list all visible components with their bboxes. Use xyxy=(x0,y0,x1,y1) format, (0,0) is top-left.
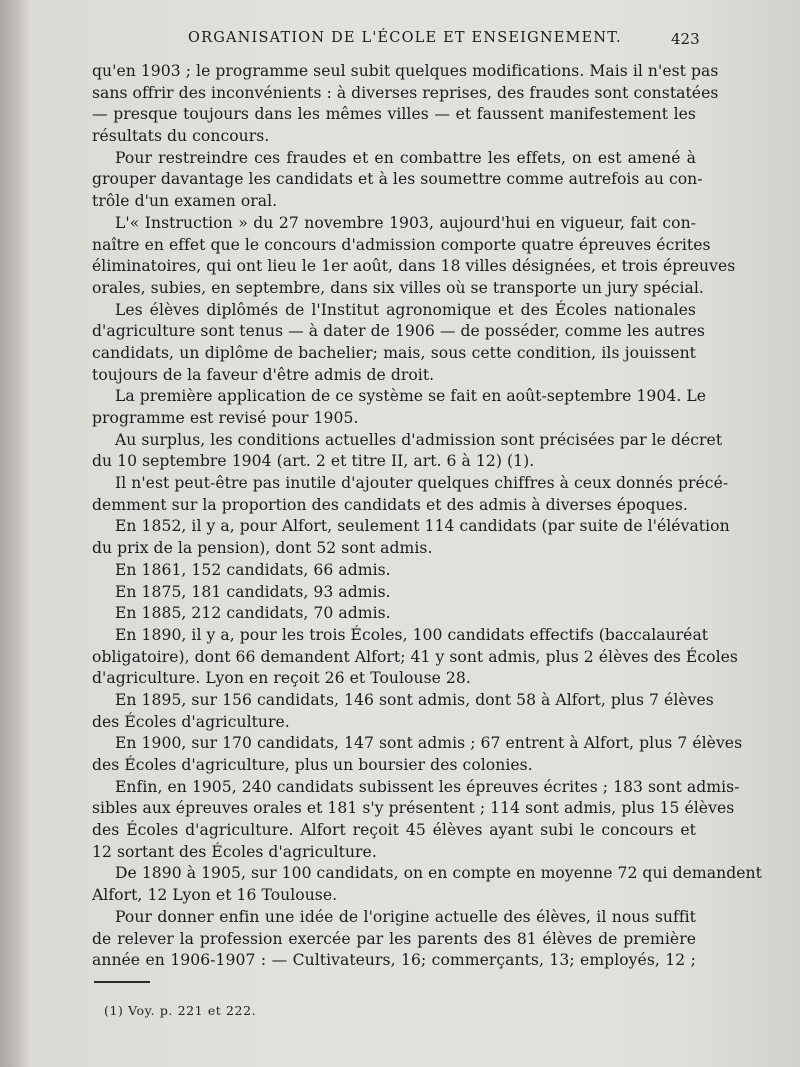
running-title: ORGANISATION DE L'ÉCOLE ET ENSEIGNEMENT. xyxy=(188,30,622,46)
text-line: — presque toujours dans les mêmes villes — et faussent manifestement les xyxy=(92,105,696,124)
text-line: Enfin, en 1905, 240 candidats subissent les épreuves écrites ; 183 sont admis- xyxy=(115,777,740,796)
text-line: Au surplus, les conditions actuelles d'admission sont précisées par le décret xyxy=(115,430,723,449)
footnote-separator xyxy=(94,981,150,983)
text-line: d'agriculture. Lyon en reçoit 26 et Toulouse 28. xyxy=(92,669,471,688)
text-line: Pour donner enfin une idée de l'origine actuelle des élèves, il nous suffit xyxy=(115,907,696,926)
text-line: qu'en 1903 ; le programme seul subit quelques modifications. Mais il n'est pas xyxy=(92,62,719,80)
text-line: année en 1906-1907 : — Cultivateurs, 16; commerçants, 13; employés, 12 ; xyxy=(92,951,696,970)
footnote: (1) Voy. p. 221 et 222. xyxy=(104,1003,257,1018)
text-line: La première application de ce système se fait en août-septembre 1904. Le xyxy=(115,387,707,406)
text-line: sibles aux épreuves orales et 181 s'y présentent ; 114 sont admis, plus 15 élèves xyxy=(92,799,735,818)
text-line: Les élèves diplômés de l'Institut agronomique et des Écoles nationales xyxy=(115,300,696,319)
text-line: des Écoles d'agriculture. Alfort reçoit 45 élèves ayant subi le concours et xyxy=(92,821,696,840)
text-line: orales, subies, en septembre, dans six villes où se transporte un jury spécial. xyxy=(92,278,704,297)
text-line: de relever la profession exercée par les parents des 81 élèves de première xyxy=(92,929,696,948)
text-line: des Écoles d'agriculture, plus un boursier des colonies. xyxy=(92,756,533,774)
text-line: sans offrir des inconvénients : à diverses reprises, des fraudes sont constatées xyxy=(92,83,719,102)
text-line: En 1900, sur 170 candidats, 147 sont admis ; 67 entrent à Alfort, plus 7 élèves xyxy=(115,734,743,753)
text-line: programme est revisé pour 1905. xyxy=(92,409,359,427)
text-line: En 1861, 152 candidats, 66 admis. xyxy=(115,560,391,579)
text-line: résultats du concours. xyxy=(92,127,270,146)
text-line: des Écoles d'agriculture. xyxy=(92,712,290,731)
text-line: candidats, un diplôme de bachelier; mais, sous cette condition, ils jouissent xyxy=(92,343,696,362)
text-line: En 1895, sur 156 candidats, 146 sont admis, dont 58 à Alfort, plus 7 élèves xyxy=(115,690,714,709)
text-line: De 1890 à 1905, sur 100 candidats, on en compte en moyenne 72 qui demandent xyxy=(115,864,762,883)
text-line: Pour restreindre ces fraudes et en combattre les effets, on est amené à xyxy=(115,148,696,167)
text-line: L'« Instruction » du 27 novembre 1903, aujourd'hui en vigueur, fait con- xyxy=(115,213,696,232)
binding-shadow xyxy=(0,0,30,1067)
text-line: 12 sortant des Écoles d'agriculture. xyxy=(92,842,377,861)
text-line: trôle d'un examen oral. xyxy=(92,192,278,211)
body-text xyxy=(92,61,762,972)
text-line: En 1875, 181 candidats, 93 admis. xyxy=(115,582,391,601)
text-line: grouper davantage les candidats et à les soumettre comme autrefois au con- xyxy=(92,170,703,189)
text-line: obligatoire), dont 66 demandent Alfort; 41 y sont admis, plus 2 élèves des Écoles xyxy=(92,647,738,666)
text-line: Il n'est peut-être pas inutile d'ajouter quelques chiffres à ceux donnés précé- xyxy=(115,474,729,493)
text-line: du prix de la pension), dont 52 sont admis. xyxy=(92,539,433,558)
text-line: du 10 septembre 1904 (art. 2 et titre II, art. 6 à 12) (1). xyxy=(92,452,535,471)
text-line: En 1852, il y a, pour Alfort, seulement 114 candidats (par suite de l'élévation xyxy=(115,517,730,536)
text-line: Alfort, 12 Lyon et 16 Toulouse. xyxy=(92,886,338,905)
text-line: toujours de la faveur d'être admis de droit. xyxy=(92,365,435,384)
text-line: naître en effet que le concours d'admission comporte quatre épreuves écrites xyxy=(92,235,711,254)
text-line: En 1885, 212 candidats, 70 admis. xyxy=(115,604,391,623)
text-line: d'agriculture sont tenus — à dater de 1906 — de posséder, comme les autres xyxy=(92,322,705,341)
text-line: En 1890, il y a, pour les trois Écoles, 100 candidats effectifs (baccalauréat xyxy=(115,625,709,644)
page-number: 423 xyxy=(671,30,700,48)
text-line: éliminatoires, qui ont lieu le 1er août, dans 18 villes désignées, et trois épreuves xyxy=(92,257,736,276)
text-line: demment sur la proportion des candidats et des admis à diverses époques. xyxy=(92,495,688,514)
